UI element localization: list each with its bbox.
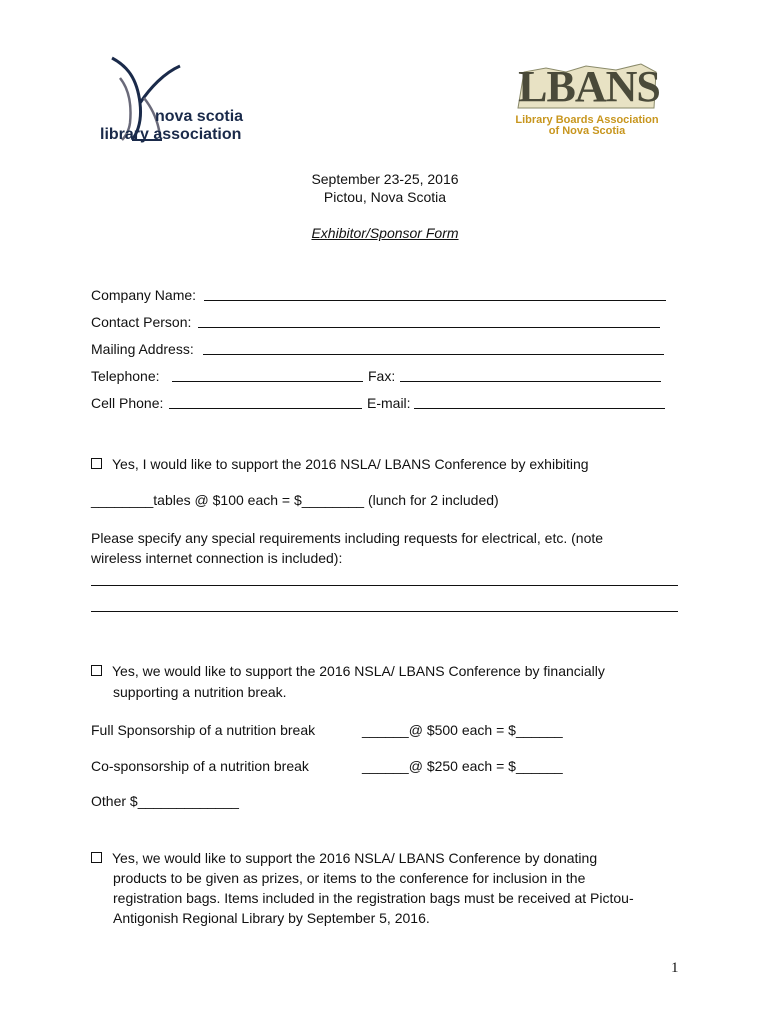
email-label: E-mail: [367, 395, 411, 411]
event-dates: September 23-25, 2016 [311, 171, 459, 187]
page-number: 1 [671, 960, 679, 976]
requirements-text-1: Please specify any special requirements including requests for electrical, etc. (note [91, 530, 604, 546]
full-sponsorship-label: Full Sponsorship of a nutrition break [91, 722, 316, 738]
mailing-address-label: Mailing Address: [91, 341, 194, 357]
contact-person-label: Contact Person: [91, 314, 192, 330]
telephone-field[interactable] [172, 381, 363, 382]
event-location: Pictou, Nova Scotia [323, 189, 447, 205]
telephone-label: Telephone: [91, 368, 160, 384]
tables-line: ________tables @ $100 each = $________ (lunch for 2 included) [91, 492, 499, 508]
donation-checkbox[interactable] [91, 852, 102, 863]
co-sponsorship-label: Co-sponsorship of a nutrition break [91, 758, 309, 774]
lbans-logo [506, 58, 666, 148]
nutrition-option-text-1: Yes, we would like to support the 2016 NSLA/ LBANS Conference by financially [112, 663, 605, 679]
nutrition-option-text-2: supporting a nutrition break. [113, 684, 287, 700]
exhibit-option [91, 454, 589, 474]
other-amount: Other $_____________ [91, 793, 239, 809]
company-name-label: Company Name: [91, 287, 197, 303]
email-field[interactable] [414, 408, 665, 409]
cell-phone-field[interactable] [169, 408, 362, 409]
lbans-subtitle-2: of Nova Scotia [548, 125, 626, 137]
requirements-field-1[interactable] [91, 585, 678, 586]
fax-label: Fax: [368, 368, 396, 384]
exhibit-option-text: Yes, I would like to support the 2016 NSLA/ LBANS Conference by exhibiting [112, 456, 589, 472]
lbans-subtitle-1: Library Boards Association [515, 114, 659, 126]
requirements-field-2[interactable] [91, 611, 678, 612]
donation-option [91, 848, 597, 868]
donation-text-3: registration bags. Items included in the registration bags must be received at Pictou- [113, 890, 634, 906]
lbans-title: LBANS [518, 62, 660, 111]
nsla-line2: library association [100, 126, 242, 143]
donation-text-2: products to be given as prizes, or items to the conference for inclusion in the [113, 870, 586, 886]
mailing-address-field[interactable] [203, 354, 664, 355]
exhibit-checkbox[interactable] [91, 458, 102, 469]
nutrition-checkbox[interactable] [91, 665, 102, 676]
cell-phone-label: Cell Phone: [91, 395, 164, 411]
donation-text-4: Antigonish Regional Library by September 5, 2016. [113, 910, 430, 926]
form-title: Exhibitor/Sponsor Form [311, 225, 459, 241]
requirements-text-2: wireless internet connection is included): [91, 550, 343, 566]
contact-person-field[interactable] [198, 327, 660, 328]
full-sponsorship-price: ______@ $500 each = $______ [362, 722, 563, 738]
company-name-field[interactable] [204, 300, 666, 301]
nsla-line1: nova scotia [155, 108, 244, 125]
donation-text-1: Yes, we would like to support the 2016 NSLA/ LBANS Conference by donating [112, 850, 598, 866]
co-sponsorship-price: ______@ $250 each = $______ [362, 758, 563, 774]
nutrition-option [91, 661, 605, 681]
fax-field[interactable] [400, 381, 661, 382]
nsla-logo [92, 48, 264, 148]
